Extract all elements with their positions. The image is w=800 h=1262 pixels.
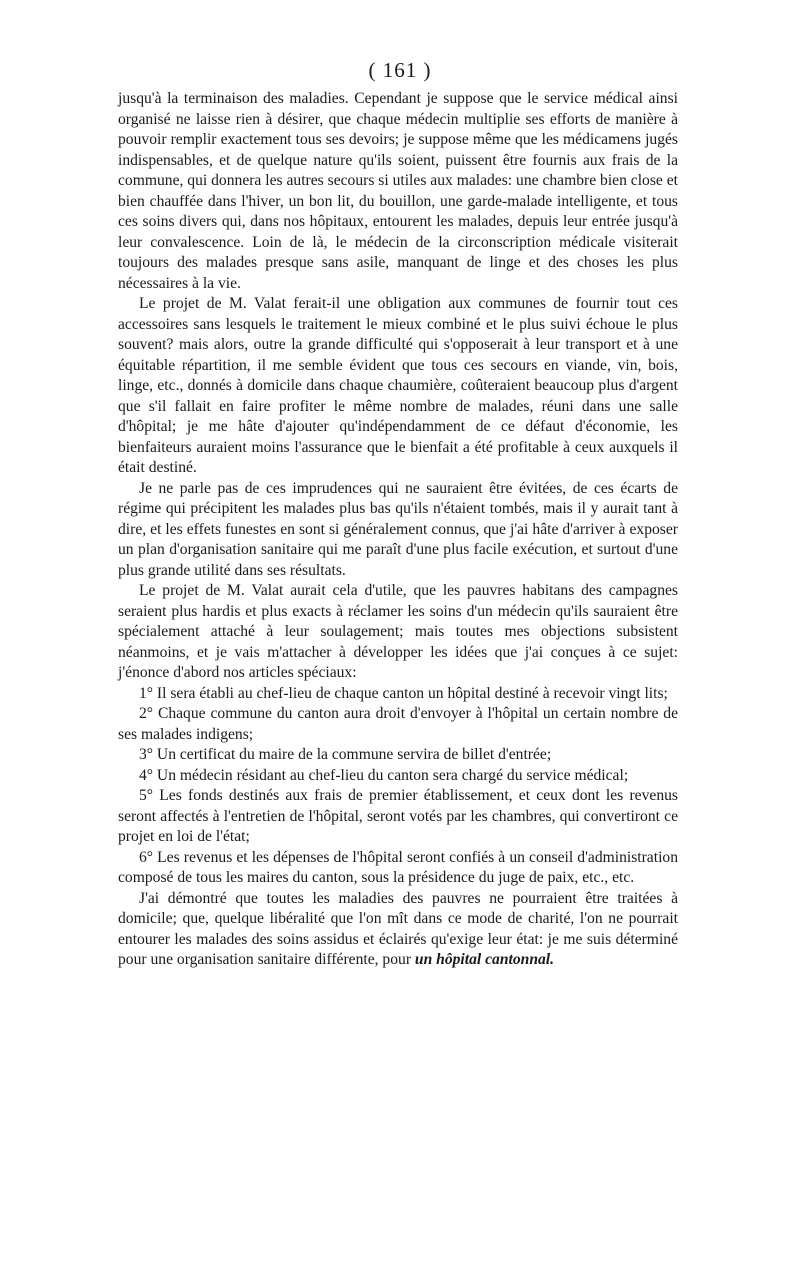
article-5: 5° Les fonds destinés aux frais de premier établissement, et ceux dont les revenus seront affectés à l'entretien de l'hôpital, seront votés par les chambres, qui convertiront ce projet en loi de l'état; <box>118 787 678 845</box>
paragraph-4: Le projet de M. Valat aurait cela d'utile, que les pauvres habitans des campagnes seraient plus hardis et plus exacts à réclamer les soins d'un médecin qu'ils sauraient être spécialement attaché à leur soulagement; mais toutes mes objections subsistent néanmoins, et je vais m'attacher à développer les idées que j'ai conçues à ce sujet: j'énonce d'abord nos articles spéciaux: <box>118 582 678 681</box>
conclusion-italic: un hôpital cantonnal. <box>414 951 555 968</box>
paragraph-1: jusqu'à la terminaison des maladies. Cependant je suppose que le service médical ainsi organisé ne laisse rien à désirer, que chaque médecin multiplie ses efforts de manière à pouvoir remplir exactement tous ses devoirs; je suppose même que les médicamens jugés indispensables, et de quelque nature qu'ils soient, puissent être fournis aux frais de la commune, qui donnera les autres secours si utiles aux malades: une chambre bien close et bien chauffée dans l'hiver, un bon lit, du bouillon, une garde-malade intelligente, et tous ces soins divers qui, dans nos hôpitaux, entourent les malades, depuis leur entrée jusqu'à leur convalescence. Loin de là, le médecin de la circonscription médicale visiterait toujours des malades presque sans asile, manquant de linge et des choses les plus nécessaires à la vie. <box>118 90 678 292</box>
article-4: 4° Un médecin résidant au chef-lieu du canton sera chargé du service médical; <box>139 766 629 784</box>
paragraph-2: Le projet de M. Valat ferait-il une obligation aux communes de fournir tout ces accessoires sans lesquels le traitement le mieux combiné et le plus suivi échoue le plus souvent? mais alors, outre la grande difficulté qui s'opposerait à leur transport et à une équitable répartition, il me semble évident que tous ces secours en viande, vin, bois, linge, etc., donnés à domicile dans chaque chaumière, coûteraient beaucoup plus d'argent que s'il fallait en faire profiter le même nombre de malades, réuni dans une salle d'hôpital; je me hâte d'ajouter qu'indépendamment de ce défaut d'économie, les bienfaiteurs auraient moins l'assurance que le bienfait a été profitable à ceux auxquels il était destiné. <box>118 295 678 476</box>
page-number: ( 161 ) <box>368 58 432 82</box>
article-2: 2° Chaque commune du canton aura droit d'envoyer à l'hôpital un certain nombre de ses malades indigens; <box>118 705 678 743</box>
paragraph-conclusion <box>118 889 678 971</box>
article-6: 6° Les revenus et les dépenses de l'hôpital seront confiés à un conseil d'administration composé de tous les maires du canton, sous la présidence du juge de paix, etc., etc. <box>118 848 678 886</box>
article-3: 3° Un certificat du maire de la commune servira de billet d'entrée; <box>139 746 552 763</box>
article-1: 1° Il sera établi au chef-lieu de chaque canton un hôpital destiné à recevoir vingt lits; <box>139 684 668 702</box>
body-text <box>118 89 678 971</box>
conclusion-text: J'ai démontré que toutes les maladies des pauvres ne pourraient être traitées à domicile; que, quelque libéralité que l'on mît dans ce mode de charité, l'on ne pourrait entourer les malades des soins assidus et éclairés qu'exige leur état: je me suis déterminé pour une organisation sanitaire différente, pour <box>118 889 678 968</box>
paragraph-3: Je ne parle pas de ces imprudences qui ne sauraient être évitées, de ces écarts de régime qui précipitent les malades plus bas qu'ils n'étaient tombés, mais il y aurait tant à dire, et les effets funestes en sont si généralement connus, que j'ai hâte d'arriver à exposer un plan d'organisation sanitaire qui me paraît d'une plus facile exécution, et surtout d'une plus grande utilité dans ses résultats. <box>118 479 678 579</box>
